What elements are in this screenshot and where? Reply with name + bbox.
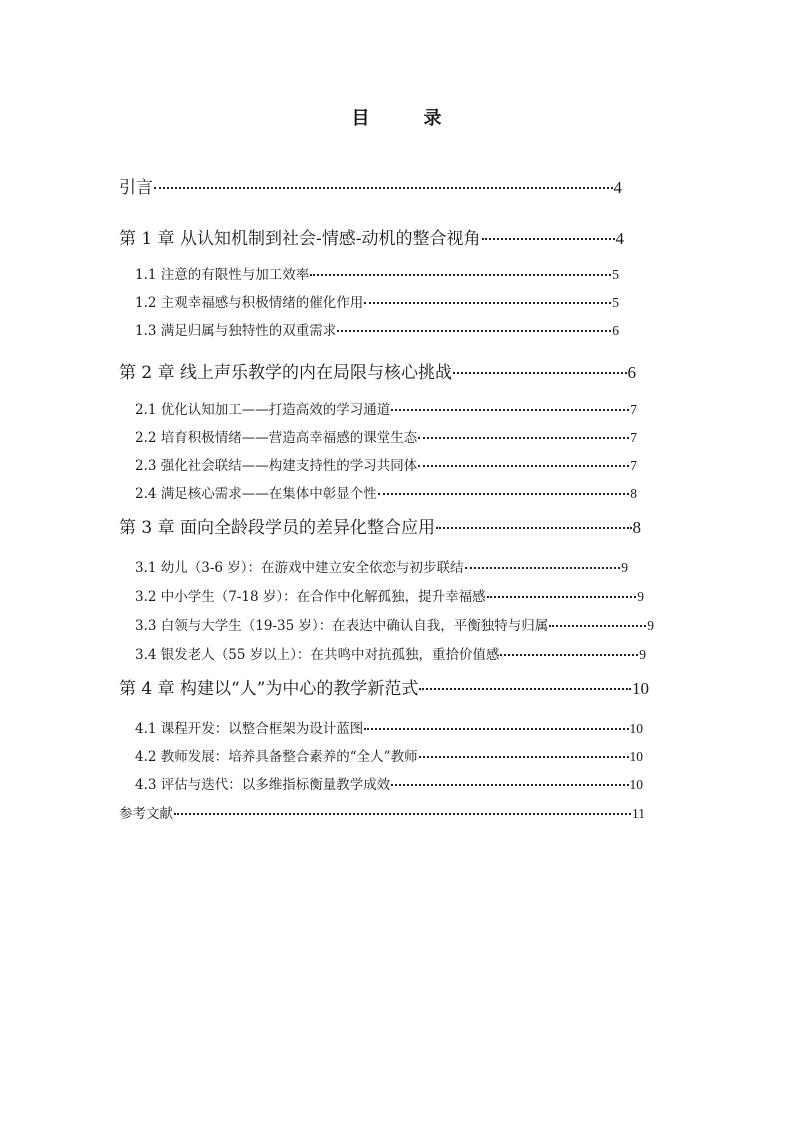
toc-entry-label: 3.3 白领与大学生（19-35 岁）：在表达中确认自我，平衡独特与归属 xyxy=(135,618,549,634)
dot-leader xyxy=(154,176,613,193)
toc-page-number: 4 xyxy=(613,178,622,197)
toc-page-number: 9 xyxy=(621,560,628,575)
toc-title: 目 录 xyxy=(351,108,460,129)
dot-leader xyxy=(419,677,631,694)
dot-leader xyxy=(487,588,637,602)
toc-page-number: 5 xyxy=(612,267,619,282)
toc-entry-section[interactable] xyxy=(135,482,637,502)
dot-leader xyxy=(391,776,628,790)
dot-leader xyxy=(364,294,611,308)
toc-entry-chapter[interactable] xyxy=(119,513,641,538)
toc-entry-label: 第 4 章 构建以“人”为中心的教学新范式 xyxy=(119,679,419,699)
toc-entry-chapter[interactable] xyxy=(119,173,622,198)
toc-entry-section[interactable] xyxy=(135,717,643,737)
toc-entry-section[interactable] xyxy=(135,263,619,283)
dot-leader xyxy=(500,646,638,660)
toc-entry-chapter[interactable] xyxy=(119,358,636,383)
dot-leader xyxy=(549,617,646,631)
toc-page-number: 8 xyxy=(632,518,641,537)
toc-entry-label: 1.2 主观幸福感与积极情绪的催化作用 xyxy=(135,295,364,311)
toc-page-number: 10 xyxy=(629,777,643,792)
toc-page-number: 8 xyxy=(630,486,637,501)
toc-entry-label: 2.2 培育积极情绪——营造高幸福感的课堂生态 xyxy=(135,430,418,446)
dot-leader xyxy=(465,559,621,573)
dot-leader xyxy=(310,266,611,280)
toc-page-number: 7 xyxy=(630,402,637,417)
toc-page-number: 4 xyxy=(615,229,624,248)
toc-entry-label: 2.4 满足核心需求——在集体中彰显个性 xyxy=(135,486,377,502)
toc-entry-label: 第 2 章 线上声乐教学的内在局限与核心挑战 xyxy=(119,363,453,383)
dot-leader xyxy=(482,227,615,244)
toc-entry-section[interactable] xyxy=(135,614,654,634)
toc-page-number: 11 xyxy=(632,806,645,821)
toc-entry-label: 3.4 银发老人（55 岁以上）：在共鸣中对抗孤独，重拾价值感 xyxy=(135,647,500,663)
toc-entry-section[interactable] xyxy=(135,319,619,339)
toc-entry-section[interactable] xyxy=(135,773,643,793)
dot-leader xyxy=(391,401,629,415)
toc-page-number: 9 xyxy=(639,647,646,662)
dot-leader xyxy=(418,429,629,443)
toc-page-number: 7 xyxy=(630,458,637,473)
toc-entry-label: 4.2 教师发展：培养具备整合素养的“全人”教师 xyxy=(135,749,418,765)
toc-page-number: 9 xyxy=(637,589,644,604)
toc-page-number: 5 xyxy=(612,295,619,310)
toc-entry-label: 3.2 中小学生（7-18 岁）：在合作中化解孤独，提升幸福感 xyxy=(135,589,486,605)
toc-entry-label: 2.3 强化社会联结——构建支持性的学习共同体 xyxy=(135,458,418,474)
toc-entry-ref[interactable] xyxy=(119,802,645,822)
dot-leader xyxy=(174,805,631,819)
toc-page-number: 6 xyxy=(627,363,636,382)
toc-entry-label: 1.3 满足归属与独特性的双重需求 xyxy=(135,323,337,339)
toc-entry-section[interactable] xyxy=(135,398,637,418)
toc-entry-label: 4.1 课程开发：以整合框架为设计蓝图 xyxy=(135,721,364,737)
toc-entry-label: 3.1 幼儿（3-6 岁）：在游戏中建立安全依恋与初步联结 xyxy=(135,560,464,576)
toc-entry-section[interactable] xyxy=(135,291,619,311)
toc-entry-section[interactable] xyxy=(135,643,646,663)
toc-entry-label: 4.3 评估与迭代：以多维指标衡量教学成效 xyxy=(135,777,391,793)
toc-entry-label: 参考文献 xyxy=(119,806,173,822)
dot-leader xyxy=(364,720,628,734)
toc-entry-chapter[interactable] xyxy=(119,224,624,249)
dot-leader xyxy=(453,361,626,378)
dot-leader xyxy=(418,457,629,471)
toc-entry-label: 1.1 注意的有限性与加工效率 xyxy=(135,267,310,283)
toc-entry-section[interactable] xyxy=(135,585,644,605)
toc-entry-label: 引言 xyxy=(119,178,153,198)
toc-entry-section[interactable] xyxy=(135,454,637,474)
dot-leader xyxy=(378,485,629,499)
toc-page-number: 7 xyxy=(630,430,637,445)
toc-page-number: 10 xyxy=(629,749,643,764)
toc-entry-section[interactable] xyxy=(135,426,637,446)
toc-page-number: 10 xyxy=(632,679,649,698)
toc-entry-section[interactable] xyxy=(135,556,628,576)
dot-leader xyxy=(337,322,611,336)
toc-page-number: 6 xyxy=(612,323,619,338)
dot-leader xyxy=(419,748,629,762)
toc-entry-label: 第 3 章 面向全龄段学员的差异化整合应用 xyxy=(119,518,436,538)
toc-entry-chapter[interactable] xyxy=(119,674,649,699)
toc-page-number: 10 xyxy=(629,721,643,736)
toc-page-number: 9 xyxy=(647,618,654,633)
toc-entry-section[interactable] xyxy=(135,745,643,765)
toc-entry-label: 第 1 章 从认知机制到社会-情感-动机的整合视角 xyxy=(119,229,481,249)
toc-entry-label: 2.1 优化认知加工——打造高效的学习通道 xyxy=(135,402,391,418)
dot-leader xyxy=(436,516,631,533)
